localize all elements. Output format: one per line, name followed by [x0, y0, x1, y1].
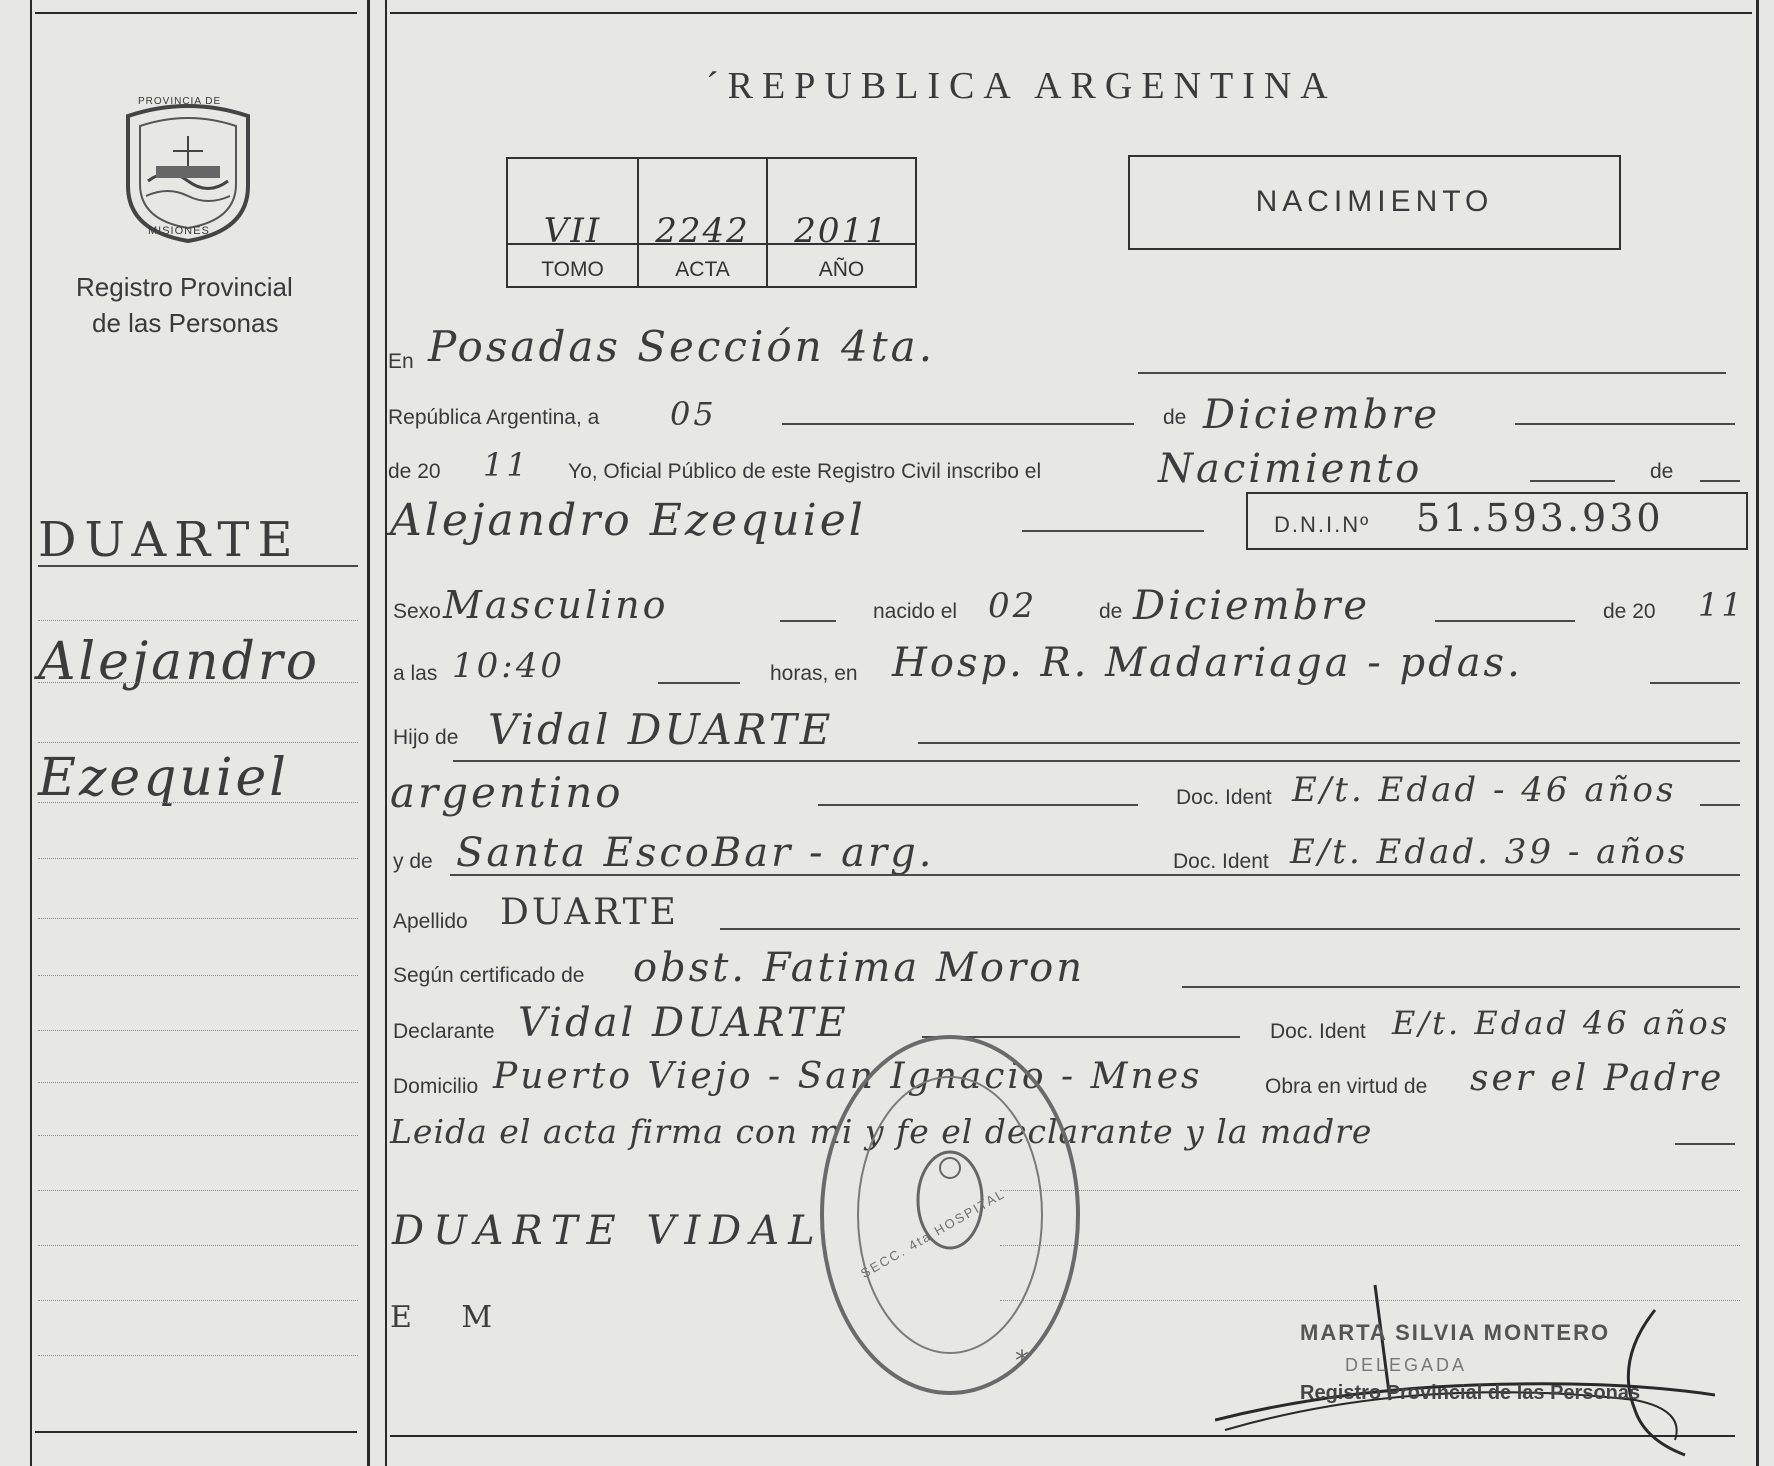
- rule-lugar-nac: [1650, 682, 1740, 684]
- official-name: MARTA SILVIA MONTERO: [1300, 1320, 1611, 1345]
- form-dotted-line: [1000, 1245, 1740, 1246]
- right-margin-border: [1756, 0, 1759, 1466]
- sidebar-first-name: Alejandro: [38, 632, 321, 692]
- sidebar-dotted-line: [38, 682, 358, 683]
- label-apellido: Apellido: [393, 910, 468, 933]
- value-obra: ser el Padre: [1470, 1058, 1725, 1099]
- signature-madre: E M: [390, 1300, 513, 1335]
- sidebar-dotted-line: [38, 1245, 358, 1246]
- agency-name-line1: Registro Provincial: [76, 272, 293, 302]
- label-domicilio: Domicilio: [393, 1075, 479, 1098]
- sidebar-dotted-line: [38, 1082, 358, 1083]
- agency-name-line2: de las Personas: [92, 308, 279, 338]
- sidebar-dotted-line: [38, 802, 358, 803]
- value-dni: 51.593.930: [1416, 496, 1664, 540]
- rule-apellido: [720, 928, 1740, 930]
- value-texto-lectura: Leida el acta firma con mi y fe el declarante y la madre: [390, 1112, 1373, 1151]
- rule-texto-lectura: [1675, 1143, 1735, 1145]
- sidebar-dotted-line: [38, 1300, 358, 1301]
- value-nac-anio: 11: [1698, 586, 1745, 624]
- label-nacido-el: nacido el: [873, 600, 958, 623]
- anio-cell: [768, 159, 915, 286]
- label-doc-ident-1: Doc. Ident: [1176, 786, 1272, 809]
- sidebar-surname: DUARTE: [38, 512, 301, 568]
- value-lugar-nac: Hosp. R. Madariaga - pdas.: [892, 640, 1523, 686]
- sidebar-dotted-line: [38, 742, 358, 743]
- top-rule-right: [390, 12, 1752, 14]
- sidebar-dotted-line: [38, 858, 358, 859]
- value-mes: Diciembre: [1203, 392, 1441, 438]
- province-seal-icon: [118, 96, 258, 246]
- tomo-label: TOMO: [541, 258, 604, 281]
- label-horas-en: horas, en: [770, 662, 858, 685]
- label-dni: D.N.I.Nº: [1274, 512, 1371, 537]
- label-segun-certificado: Según certificado de: [393, 964, 585, 987]
- rule-nombre: [1022, 530, 1204, 532]
- rule-nac-mes: [1435, 620, 1575, 622]
- value-nac-mes: Diciembre: [1133, 583, 1371, 629]
- form-dotted-line: [1000, 1190, 1740, 1191]
- value-madre: Santa EscoBar - arg.: [456, 830, 935, 876]
- label-de-20b: de 20: [1603, 600, 1656, 623]
- rule-padre: [918, 742, 1740, 744]
- value-acto: Nacimiento: [1158, 446, 1423, 492]
- rule-madre: [450, 874, 1740, 876]
- sidebar-dotted-line: [38, 620, 358, 621]
- svg-text:*: *: [1015, 1344, 1029, 1377]
- acta-value: 2242: [655, 211, 750, 251]
- book-reference-table: [506, 157, 917, 288]
- anio-label: AÑO: [818, 258, 865, 281]
- sidebar-dotted-line: [38, 975, 358, 976]
- value-sexo: Masculino: [443, 583, 669, 627]
- label-yo-oficial: Yo, Oficial Público de este Registro Civil inscribo el: [568, 460, 1042, 483]
- sidebar-dotted-line: [38, 1135, 358, 1136]
- label-de-2: de: [1650, 460, 1674, 483]
- value-dia: 05: [670, 395, 717, 433]
- rule-de-2: [1700, 480, 1740, 482]
- label-y-de: y de: [393, 850, 433, 873]
- rule-acto: [1530, 480, 1615, 482]
- left-margin-border: [30, 0, 32, 1466]
- bottom-rule-left: [35, 1431, 357, 1433]
- official-office: Registro Provincial de las Personas: [1300, 1382, 1641, 1404]
- label-doc-ident-3: Doc. Ident: [1270, 1020, 1366, 1043]
- official-title: DELEGADA: [1345, 1355, 1468, 1375]
- label-declarante: Declarante: [393, 1020, 495, 1043]
- label-hijo-de: Hijo de: [393, 726, 459, 749]
- sidebar-dotted-line: [38, 918, 358, 919]
- seal-label-bottom: MISIONES: [148, 225, 210, 237]
- value-hora: 10:40: [452, 646, 565, 686]
- cell-separator: [639, 243, 766, 245]
- sidebar-dotted-line: [38, 1355, 358, 1356]
- rule-hora: [658, 682, 740, 684]
- rule-lugar: [1138, 372, 1726, 374]
- country-title: ´REPUBLICA ARGENTINA: [706, 65, 1337, 107]
- signature-declarante: DUARTE VIDAL: [392, 1208, 824, 1254]
- label-de-1: de: [1163, 406, 1187, 429]
- stamp-inner-text: SECC. 4ta HOSPITAL: [858, 1185, 1008, 1281]
- seal-label-top: PROVINCIA DE: [138, 96, 222, 107]
- label-en: En: [388, 350, 414, 373]
- label-doc-ident-2: Doc. Ident: [1173, 850, 1269, 873]
- rule-sexo: [780, 620, 836, 622]
- label-de-20a: de 20: [388, 460, 441, 483]
- label-de-3: de: [1099, 600, 1123, 623]
- top-rule-left: [35, 12, 357, 14]
- rule-certificado: [1182, 986, 1740, 988]
- value-padre-nac: argentino: [390, 768, 624, 817]
- record-type-label: NACIMIENTO: [1255, 185, 1494, 218]
- label-a-las: a las: [393, 662, 438, 685]
- value-declarante-doc: E/t. Edad 46 años: [1392, 1004, 1731, 1042]
- dni-box: [1246, 492, 1748, 550]
- sidebar-divider: [367, 0, 370, 1466]
- tomo-cell: [508, 159, 639, 286]
- tomo-value: VII: [543, 211, 602, 251]
- sidebar-dotted-line: [38, 1030, 358, 1031]
- rule-mes: [1515, 423, 1735, 425]
- sidebar-dotted-line: [38, 1190, 358, 1191]
- value-certificado: obst. Fatima Moron: [633, 945, 1085, 991]
- cell-separator: [768, 243, 915, 245]
- rule-dia: [782, 423, 1134, 425]
- value-anio: 11: [483, 446, 530, 484]
- value-domicilio: Puerto Viejo - San Ignacio - Mnes: [493, 1056, 1203, 1097]
- cell-separator: [508, 243, 637, 245]
- value-padre-doc: E/t. Edad - 46 años: [1292, 770, 1677, 810]
- rule-padre-2: [453, 760, 1740, 762]
- sidebar-surname-rule: [38, 565, 358, 567]
- value-apellido: DUARTE: [500, 892, 679, 933]
- value-lugar: Posadas Sección 4ta.: [428, 322, 936, 371]
- rule-padre-doc: [1700, 804, 1740, 806]
- value-declarante: Vidal DUARTE: [518, 1000, 849, 1046]
- form-left-border: [385, 0, 387, 1466]
- value-padre: Vidal DUARTE: [488, 705, 834, 754]
- value-nombre: Alejandro Ezequiel: [390, 495, 866, 546]
- acta-cell: [639, 159, 768, 286]
- value-madre-doc: E/t. Edad. 39 - años: [1290, 832, 1689, 872]
- label-obra: Obra en virtud de: [1265, 1075, 1428, 1098]
- label-sexo: Sexo: [393, 600, 441, 623]
- label-republica: República Argentina, a: [388, 406, 600, 429]
- rule-padre-nac: [818, 804, 1138, 806]
- record-type-box: [1128, 155, 1621, 250]
- value-nac-dia: 02: [988, 586, 1038, 626]
- sidebar-middle-name: Ezequiel: [38, 748, 289, 808]
- anio-value: 2011: [794, 211, 889, 251]
- acta-label: ACTA: [675, 258, 730, 281]
